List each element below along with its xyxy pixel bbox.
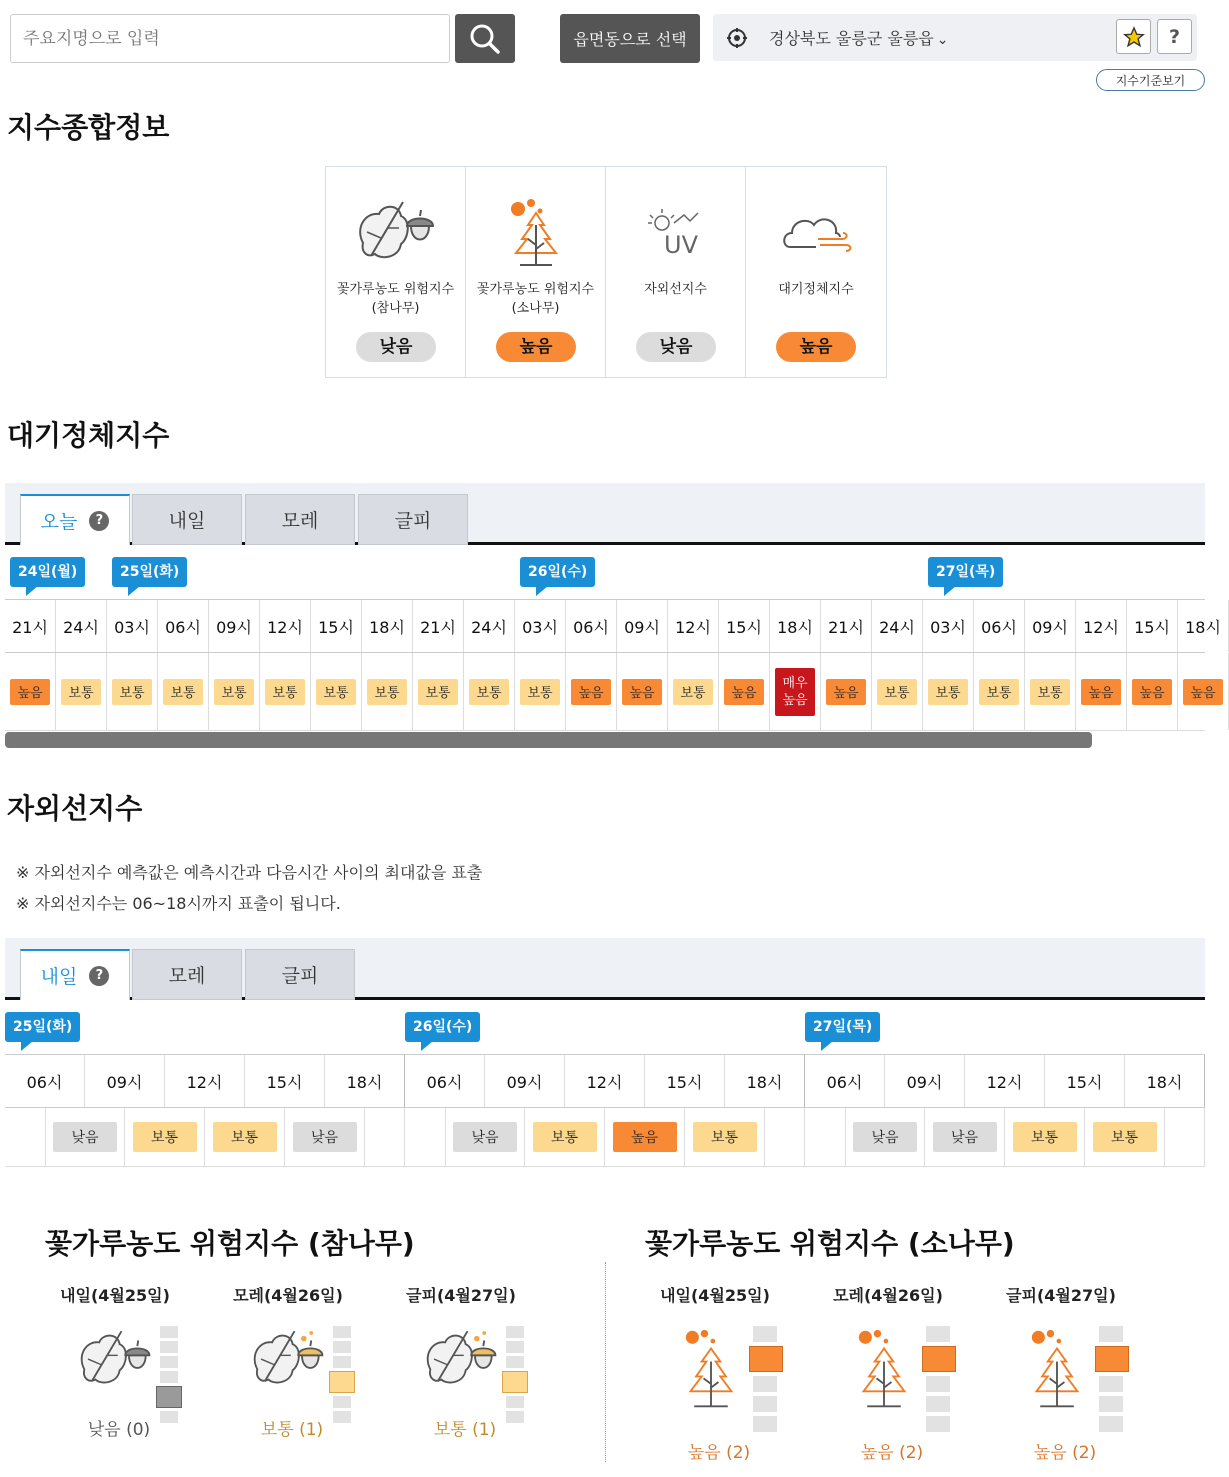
value-cell [974, 653, 1025, 730]
pollen-status: 보통 (1) [260, 1420, 324, 1440]
time-cell: 06시 [158, 600, 209, 652]
value-cell [515, 653, 566, 730]
value-cell [1178, 653, 1229, 730]
uv-tabs [5, 938, 1205, 1000]
summary-card-label: 꽃가루농도 위험지수 (참나무) [336, 282, 455, 316]
gauge-block [1099, 1416, 1123, 1432]
cloud-wind-icon [780, 209, 852, 257]
summary-card-oak[interactable] [326, 167, 466, 377]
time-cell: 18시 [325, 1055, 405, 1107]
value-cell [125, 1108, 205, 1166]
value-cell [362, 653, 413, 730]
time-cell: 09시 [209, 600, 260, 652]
gauge-block [506, 1356, 524, 1368]
oak-leaf-acorn-icon [248, 1325, 328, 1399]
summary-card-level: 낮음 [356, 332, 436, 362]
summary-cards [325, 166, 887, 378]
time-cell: 21시 [5, 600, 56, 652]
tab-tomorrow[interactable]: 내일 [132, 494, 242, 545]
level-badge: 보통 [133, 1122, 197, 1152]
crosshair-icon [727, 28, 747, 48]
level-badge: 높음 [1183, 679, 1223, 705]
time-cell: 24시 [464, 600, 515, 652]
gauge-block [1099, 1326, 1123, 1342]
oak-leaf-acorn-icon [353, 198, 439, 268]
level-badge: 보통 [163, 679, 203, 705]
level-badge: 낮음 [293, 1122, 357, 1152]
time-cell: 03시 [107, 600, 158, 652]
search-input[interactable] [10, 14, 450, 63]
date-flag: 27일(목) [928, 557, 1003, 587]
uv-value-row [5, 1108, 1205, 1167]
gauge-block [333, 1341, 351, 1353]
search-button[interactable] [455, 14, 515, 63]
time-cell: 06시 [805, 1055, 885, 1107]
date-flag: 25일(화) [5, 1012, 80, 1042]
value-cell [464, 653, 515, 730]
level-badge: 높음 [613, 1122, 677, 1152]
horizontal-scrollbar[interactable] [5, 732, 1092, 748]
pollen-day-label: 내일(4월25일) [60, 1286, 170, 1305]
value-cell [413, 653, 464, 730]
pine-tree-icon [683, 1328, 739, 1414]
level-badge: 보통 [1013, 1122, 1077, 1152]
time-cell: 18시 [1125, 1055, 1205, 1107]
time-cell: 18시 [770, 600, 821, 652]
value-cell [107, 653, 158, 730]
gauge-block [333, 1326, 351, 1338]
time-cell: 24시 [872, 600, 923, 652]
summary-card-label: 대기정체지수 [778, 282, 854, 297]
gauge-block [506, 1396, 524, 1408]
summary-card-level: 높음 [776, 332, 856, 362]
gauge-block [1099, 1376, 1123, 1392]
pollen-status: 낮음 (0) [87, 1420, 151, 1440]
level-badge: 보통 [693, 1122, 757, 1152]
dong-select-button[interactable]: 읍면동으로 선택 [560, 14, 700, 63]
gauge-block [753, 1416, 777, 1432]
time-cell: 24시 [56, 600, 107, 652]
value-cell [209, 653, 260, 730]
time-cell: 06시 [566, 600, 617, 652]
value-cell [821, 653, 872, 730]
level-badge: 보통 [1093, 1122, 1157, 1152]
gauge-block [160, 1356, 178, 1368]
value-cell [45, 1108, 125, 1166]
pollen-status: 높음 (2) [860, 1443, 924, 1463]
summary-card-pine[interactable] [466, 167, 606, 377]
level-badge: 높음 [826, 679, 866, 705]
summary-card-level: 높음 [496, 332, 576, 362]
stagnation-time-row [5, 599, 1221, 653]
level-badge: 높음 [571, 679, 611, 705]
value-cell [1025, 653, 1076, 730]
level-badge: 보통 [112, 679, 152, 705]
level-badge: 보통 [61, 679, 101, 705]
gauge-block [160, 1341, 178, 1353]
level-badge: 높음 [622, 679, 662, 705]
level-badge: 보통 [520, 679, 560, 705]
value-cell [872, 653, 923, 730]
summary-card-level: 낮음 [636, 332, 716, 362]
time-cell: 12시 [1076, 600, 1127, 652]
level-badge: 높음 [724, 679, 764, 705]
gauge-block [333, 1356, 351, 1368]
gauge-block [1095, 1346, 1129, 1372]
gauge-block [506, 1326, 524, 1338]
value-cell [1076, 653, 1127, 730]
time-cell: 18시 [362, 600, 413, 652]
gauge-block [160, 1371, 178, 1383]
criteria-button[interactable]: 지수기준보기 [1096, 69, 1205, 91]
value-cell [605, 1108, 685, 1166]
gauge-block [753, 1396, 777, 1412]
summary-card-stagnation[interactable] [746, 167, 886, 377]
location-text: 경상북도 울릉군 울릉읍 ⌄ [769, 29, 949, 48]
pollen-day-label: 글피(4월27일) [406, 1286, 516, 1305]
day-separator [365, 1108, 405, 1166]
value-cell [617, 653, 668, 730]
date-flag: 24일(월) [10, 557, 85, 587]
tab-day-after[interactable]: 모레 [132, 949, 242, 1000]
tab-today[interactable]: 오늘 ? [20, 494, 130, 545]
gauge-block [926, 1416, 950, 1432]
search-icon [468, 22, 502, 56]
time-cell: 21시 [413, 600, 464, 652]
gauge-block [156, 1386, 182, 1408]
uv-time-row [5, 1054, 1205, 1108]
level-badge: 낮음 [53, 1122, 117, 1152]
gauge-block [506, 1341, 524, 1353]
value-cell [566, 653, 617, 730]
value-cell [845, 1108, 925, 1166]
value-cell [685, 1108, 765, 1166]
level-badge: 낮음 [933, 1122, 997, 1152]
date-flag: 27일(목) [805, 1012, 880, 1042]
pollen-day-label: 모레(4월26일) [833, 1286, 943, 1305]
gauge-block [753, 1326, 777, 1342]
value-cell [445, 1108, 525, 1166]
pollen-divider [605, 1262, 606, 1462]
value-cell [260, 653, 311, 730]
tab-two-days-after[interactable]: 글피 [245, 949, 355, 1000]
value-cell [525, 1108, 605, 1166]
time-cell: 12시 [965, 1055, 1045, 1107]
section-title-uv: 자외선지수 [7, 792, 143, 825]
level-badge: 보통 [979, 679, 1019, 705]
favorite-button[interactable] [1116, 19, 1151, 54]
pollen-oak-title: 꽃가루농도 위험지수 (참나무) [45, 1227, 415, 1260]
gauge-block [502, 1371, 528, 1393]
tab-day-after[interactable]: 모레 [245, 494, 355, 545]
level-badge: 매우 높음 [775, 668, 815, 716]
uv-note: ※ 자외선지수는 06~18시까지 표출이 됩니다. [16, 894, 341, 913]
time-cell: 18시 [1178, 600, 1229, 652]
value-cell [56, 653, 107, 730]
level-badge: 보통 [316, 679, 356, 705]
level-badge: 낮음 [853, 1122, 917, 1152]
time-cell: 15시 [311, 600, 362, 652]
time-cell: 09시 [1025, 600, 1076, 652]
time-cell: 06시 [405, 1055, 485, 1107]
value-cell [668, 653, 719, 730]
pine-tree-icon [506, 197, 566, 269]
date-flag: 25일(화) [112, 557, 187, 587]
time-cell: 12시 [260, 600, 311, 652]
svg-text:UV: UV [663, 231, 698, 259]
value-cell [311, 653, 362, 730]
pollen-day-label: 내일(4월25일) [660, 1286, 770, 1305]
uv-sun-icon [644, 205, 708, 261]
time-cell: 09시 [485, 1055, 565, 1107]
value-cell [925, 1108, 1005, 1166]
value-cell [770, 653, 821, 730]
time-cell: 15시 [719, 600, 770, 652]
summary-card-label: 꽃가루농도 위험지수 (소나무) [476, 282, 595, 316]
summary-card-label: 자외선지수 [644, 282, 707, 297]
gauge-block [926, 1376, 950, 1392]
stagnation-value-row [5, 653, 1216, 731]
value-cell [285, 1108, 365, 1166]
section-title-stagnation: 대기정체지수 [7, 419, 170, 452]
day-separator [1165, 1108, 1205, 1166]
level-badge: 낮음 [453, 1122, 517, 1152]
level-badge: 보통 [214, 679, 254, 705]
star-icon [1123, 26, 1145, 48]
time-cell: 15시 [245, 1055, 325, 1107]
pollen-status: 높음 (2) [687, 1443, 751, 1463]
time-cell: 12시 [165, 1055, 245, 1107]
help-icon[interactable]: ? [89, 511, 109, 531]
pollen-status: 보통 (1) [433, 1420, 497, 1440]
value-cell [923, 653, 974, 730]
time-cell: 03시 [515, 600, 566, 652]
gauge-block [753, 1376, 777, 1392]
date-flag: 26일(수) [520, 557, 595, 587]
gauge-block [333, 1396, 351, 1408]
pine-tree-icon [1029, 1328, 1085, 1414]
time-cell: 21시 [821, 600, 872, 652]
time-cell: 12시 [668, 600, 719, 652]
location-selector[interactable] [713, 14, 1197, 61]
level-badge: 보통 [1030, 679, 1070, 705]
time-cell: 03시 [923, 600, 974, 652]
tab-two-days-after[interactable]: 글피 [358, 494, 468, 545]
pollen-pine-title: 꽃가루농도 위험지수 (소나무) [645, 1227, 1015, 1260]
pollen-day-label: 모레(4월26일) [233, 1286, 343, 1305]
level-badge: 보통 [877, 679, 917, 705]
pollen-day-label: 글피(4월27일) [1006, 1286, 1116, 1305]
level-badge: 보통 [673, 679, 713, 705]
level-badge: 높음 [1081, 679, 1121, 705]
section-title-summary: 지수종합정보 [7, 111, 170, 144]
level-badge: 높음 [10, 679, 50, 705]
gauge-block [329, 1371, 355, 1393]
stagnation-tabs [5, 483, 1205, 545]
time-cell: 06시 [5, 1055, 85, 1107]
level-badge: 보통 [418, 679, 458, 705]
time-cell: 15시 [1127, 600, 1178, 652]
time-cell: 09시 [885, 1055, 965, 1107]
value-cell [1127, 653, 1178, 730]
level-badge: 보통 [469, 679, 509, 705]
help-button[interactable]: ? [1157, 19, 1192, 54]
value-cell [1005, 1108, 1085, 1166]
summary-card-uv[interactable] [606, 167, 746, 377]
level-badge: 보통 [265, 679, 305, 705]
time-cell: 12시 [565, 1055, 645, 1107]
level-badge: 보통 [928, 679, 968, 705]
time-cell: 09시 [85, 1055, 165, 1107]
day-separator [765, 1108, 805, 1166]
time-cell: 09시 [617, 600, 668, 652]
tab-tomorrow[interactable]: 내일 ? [20, 949, 130, 1000]
level-badge: 보통 [213, 1122, 277, 1152]
date-flag: 26일(수) [405, 1012, 480, 1042]
level-badge: 보통 [367, 679, 407, 705]
help-icon[interactable]: ? [89, 966, 109, 986]
value-cell [205, 1108, 285, 1166]
value-cell [158, 653, 209, 730]
gauge-block [926, 1326, 950, 1342]
level-badge: 보통 [533, 1122, 597, 1152]
chevron-down-icon: ⌄ [936, 32, 949, 48]
level-badge: 높음 [1132, 679, 1172, 705]
gauge-block [926, 1396, 950, 1412]
pollen-status: 높음 (2) [1033, 1443, 1097, 1463]
time-cell: 15시 [645, 1055, 725, 1107]
value-cell [1085, 1108, 1165, 1166]
time-cell: 18시 [725, 1055, 805, 1107]
gauge-block [160, 1326, 178, 1338]
gauge-block [922, 1346, 956, 1372]
time-cell: 15시 [1045, 1055, 1125, 1107]
uv-note: ※ 자외선지수 예측값은 예측시간과 다음시간 사이의 최대값을 표출 [16, 863, 483, 882]
time-cell: 06시 [974, 600, 1025, 652]
gauge-block [749, 1346, 783, 1372]
value-cell [719, 653, 770, 730]
value-cell [5, 653, 56, 730]
oak-leaf-acorn-icon [421, 1325, 501, 1399]
gauge-block [1099, 1396, 1123, 1412]
oak-leaf-acorn-icon [75, 1325, 155, 1399]
pine-tree-icon [856, 1328, 912, 1414]
